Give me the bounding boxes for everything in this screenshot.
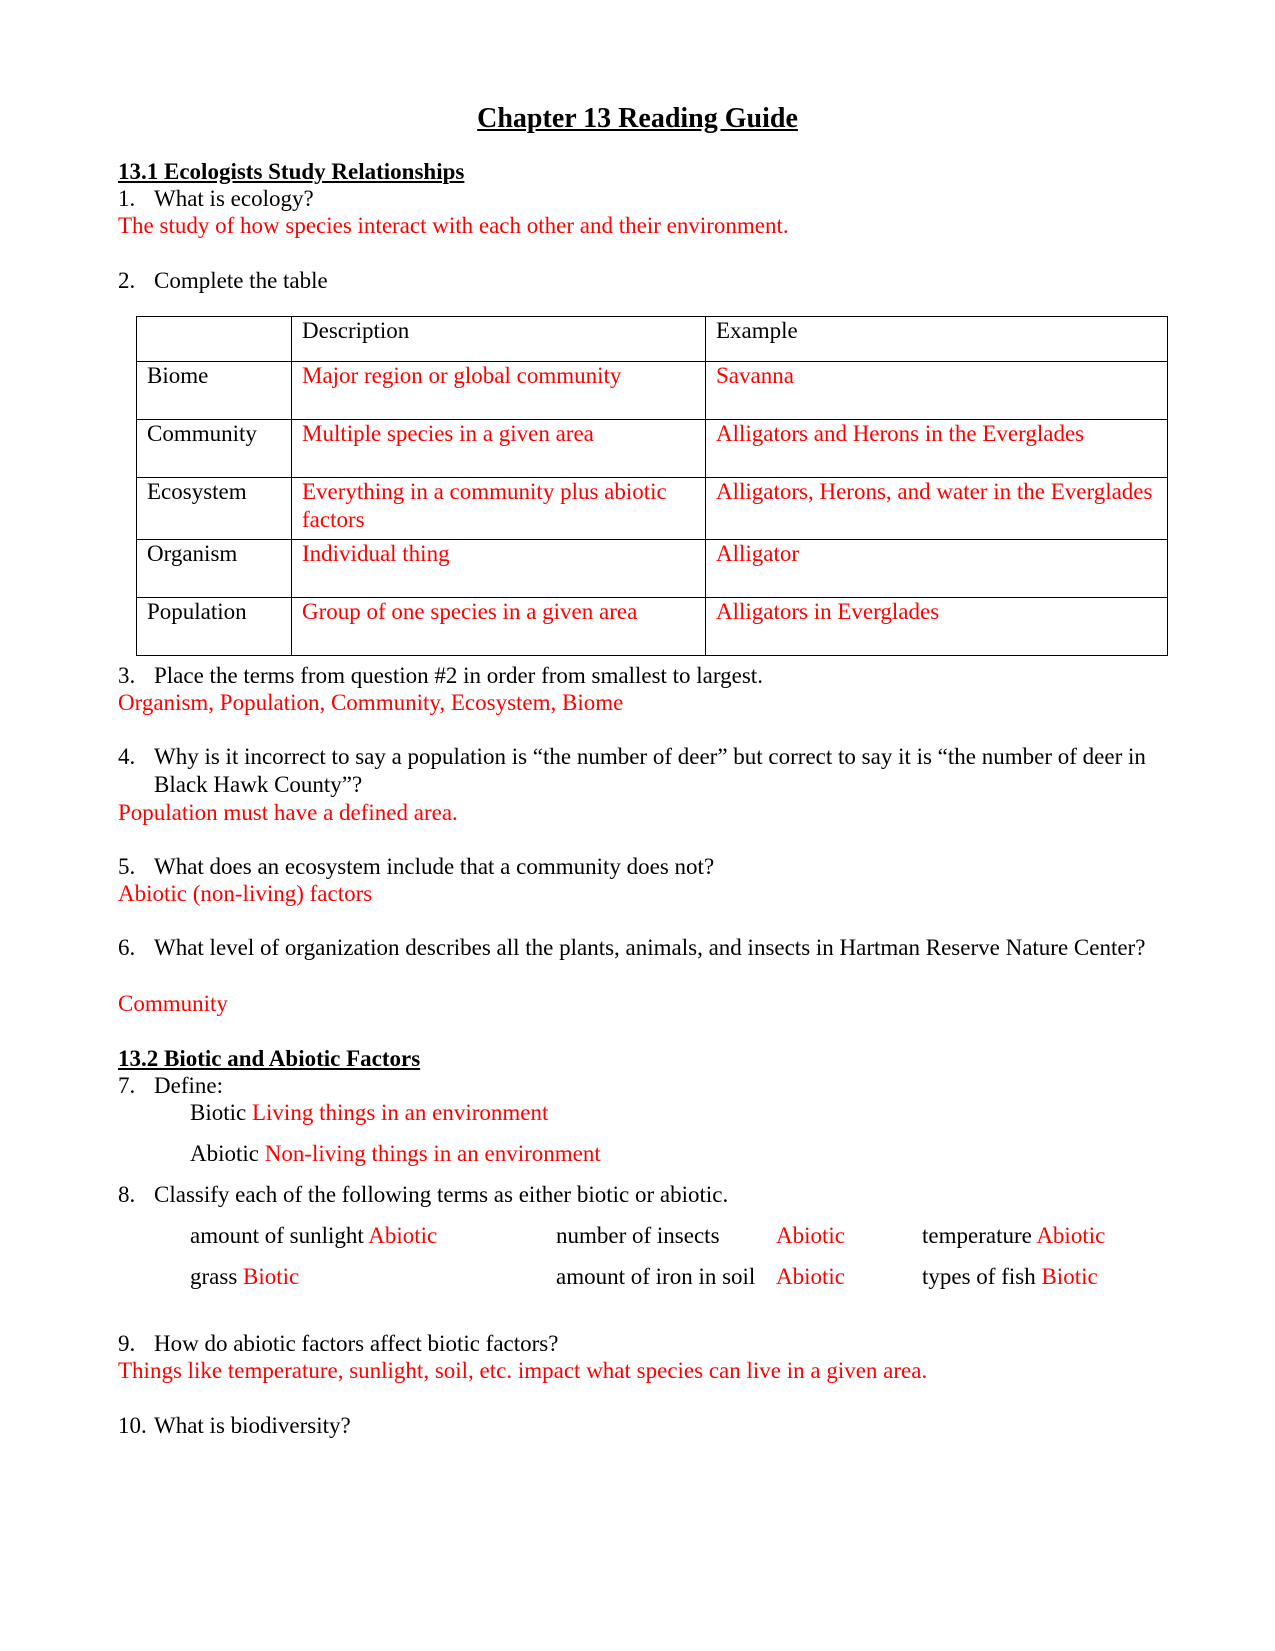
section-heading-13-1: 13.1 Ecologists Study Relationships <box>118 159 465 184</box>
question-6-text: What level of organization describes all the plants, animals, and insects in Hartman Reserve Nature Center? <box>154 935 1146 960</box>
answer-5: Abiotic (non-living) factors <box>118 881 373 906</box>
example-cell: Alligators and Herons in the Everglades <box>706 420 1168 478</box>
answer-9: Things like temperature, sunlight, soil, etc. impact what species can live in a given area. <box>118 1358 928 1383</box>
question-number: 7. <box>118 1073 136 1098</box>
example-cell: Alligators, Herons, and water in the Everglades <box>706 478 1168 540</box>
table-row <box>137 478 1168 540</box>
classify-answer: Abiotic <box>368 1223 438 1248</box>
table-row <box>137 598 1168 656</box>
answer-1: The study of how species interact with each other and their environment. <box>118 213 789 238</box>
answer-3: Organism, Population, Community, Ecosystem, Biome <box>118 690 624 715</box>
question-2 <box>118 267 328 295</box>
description-cell: Multiple species in a given area <box>292 420 706 478</box>
description-cell: Individual thing <box>292 540 706 598</box>
classify-answer: Abiotic <box>776 1223 845 1248</box>
question-5 <box>118 853 714 881</box>
question-number: 2. <box>118 268 136 293</box>
classify-answer: Abiotic <box>1036 1223 1106 1248</box>
question-text: What does an ecosystem include that a community does not? <box>154 854 715 879</box>
question-7 <box>118 1072 223 1100</box>
term-cell: Community <box>137 420 292 478</box>
question-1 <box>118 185 314 213</box>
classify-answer: Biotic <box>1041 1264 1098 1289</box>
table-header-cell: Example <box>706 317 1168 362</box>
question-9 <box>118 1330 558 1358</box>
classify-term: number of insects <box>556 1223 720 1248</box>
example-cell: Savanna <box>706 362 1168 420</box>
question-number: 1. <box>118 186 136 211</box>
description-cell: Major region or global community <box>292 362 706 420</box>
question-text: How do abiotic factors affect biotic factors? <box>154 1331 559 1356</box>
classify-item <box>190 1222 437 1250</box>
term-cell: Population <box>137 598 292 656</box>
question-text: Classify each of the following terms as either biotic or abiotic. <box>154 1182 729 1207</box>
question-3 <box>118 662 763 690</box>
example-cell: Alligator <box>706 540 1168 598</box>
section-heading-13-2: 13.2 Biotic and Abiotic Factors <box>118 1046 421 1071</box>
classify-term: grass <box>190 1264 238 1289</box>
table-header-cell <box>137 317 292 362</box>
table-row <box>137 420 1168 478</box>
classify-item <box>190 1263 299 1291</box>
classify-term: temperature <box>922 1223 1032 1248</box>
biotic-definition <box>190 1099 548 1127</box>
abiotic-definition <box>190 1140 601 1168</box>
page-title: Chapter 13 Reading Guide <box>477 103 798 134</box>
question-text: What is ecology? <box>154 186 314 211</box>
term-cell: Organism <box>137 540 292 598</box>
question-6-number: 6. <box>118 935 136 960</box>
question-10 <box>118 1412 351 1440</box>
question-text: Define: <box>154 1073 223 1098</box>
description-cell: Everything in a community plus abiotic factors <box>292 478 706 540</box>
question-text: Place the terms from question #2 in order from smallest to largest. <box>154 663 763 688</box>
levels-of-organization-table <box>136 316 1168 656</box>
classify-term: types of fish <box>922 1264 1036 1289</box>
classify-term: amount of sunlight <box>190 1223 364 1248</box>
classify-item <box>922 1263 1098 1291</box>
question-number: 3. <box>118 663 136 688</box>
abiotic-label: Abiotic <box>190 1141 259 1166</box>
example-cell: Alligators in Everglades <box>706 598 1168 656</box>
question-text: What is biodiversity? <box>154 1413 351 1438</box>
question-4-number: 4. <box>118 744 136 769</box>
table-row <box>137 540 1168 598</box>
biotic-answer: Living things in an environment <box>251 1100 549 1125</box>
question-number: 8. <box>118 1182 136 1207</box>
question-number: 10. <box>118 1413 147 1438</box>
table-header-row <box>137 317 1168 362</box>
question-4-text: Why is it incorrect to say a population is “the number of deer” but correct to say it is “the number of deer in Black Hawk County”? <box>154 744 1146 797</box>
question-number: 9. <box>118 1331 136 1356</box>
answer-6: Community <box>118 991 228 1016</box>
classify-term: amount of iron in soil <box>556 1264 756 1289</box>
biotic-label: Biotic <box>190 1100 247 1125</box>
term-cell: Ecosystem <box>137 478 292 540</box>
description-cell: Group of one species in a given area <box>292 598 706 656</box>
question-8 <box>118 1181 728 1209</box>
classify-item <box>922 1222 1105 1250</box>
classify-answer: Abiotic <box>776 1264 845 1289</box>
abiotic-answer: Non-living things in an environment <box>264 1141 601 1166</box>
table-row <box>137 362 1168 420</box>
question-number: 5. <box>118 854 136 879</box>
question-text: Complete the table <box>154 268 328 293</box>
answer-4: Population must have a defined area. <box>118 800 458 825</box>
table-header-cell: Description <box>292 317 706 362</box>
term-cell: Biome <box>137 362 292 420</box>
classify-answer: Biotic <box>243 1264 300 1289</box>
